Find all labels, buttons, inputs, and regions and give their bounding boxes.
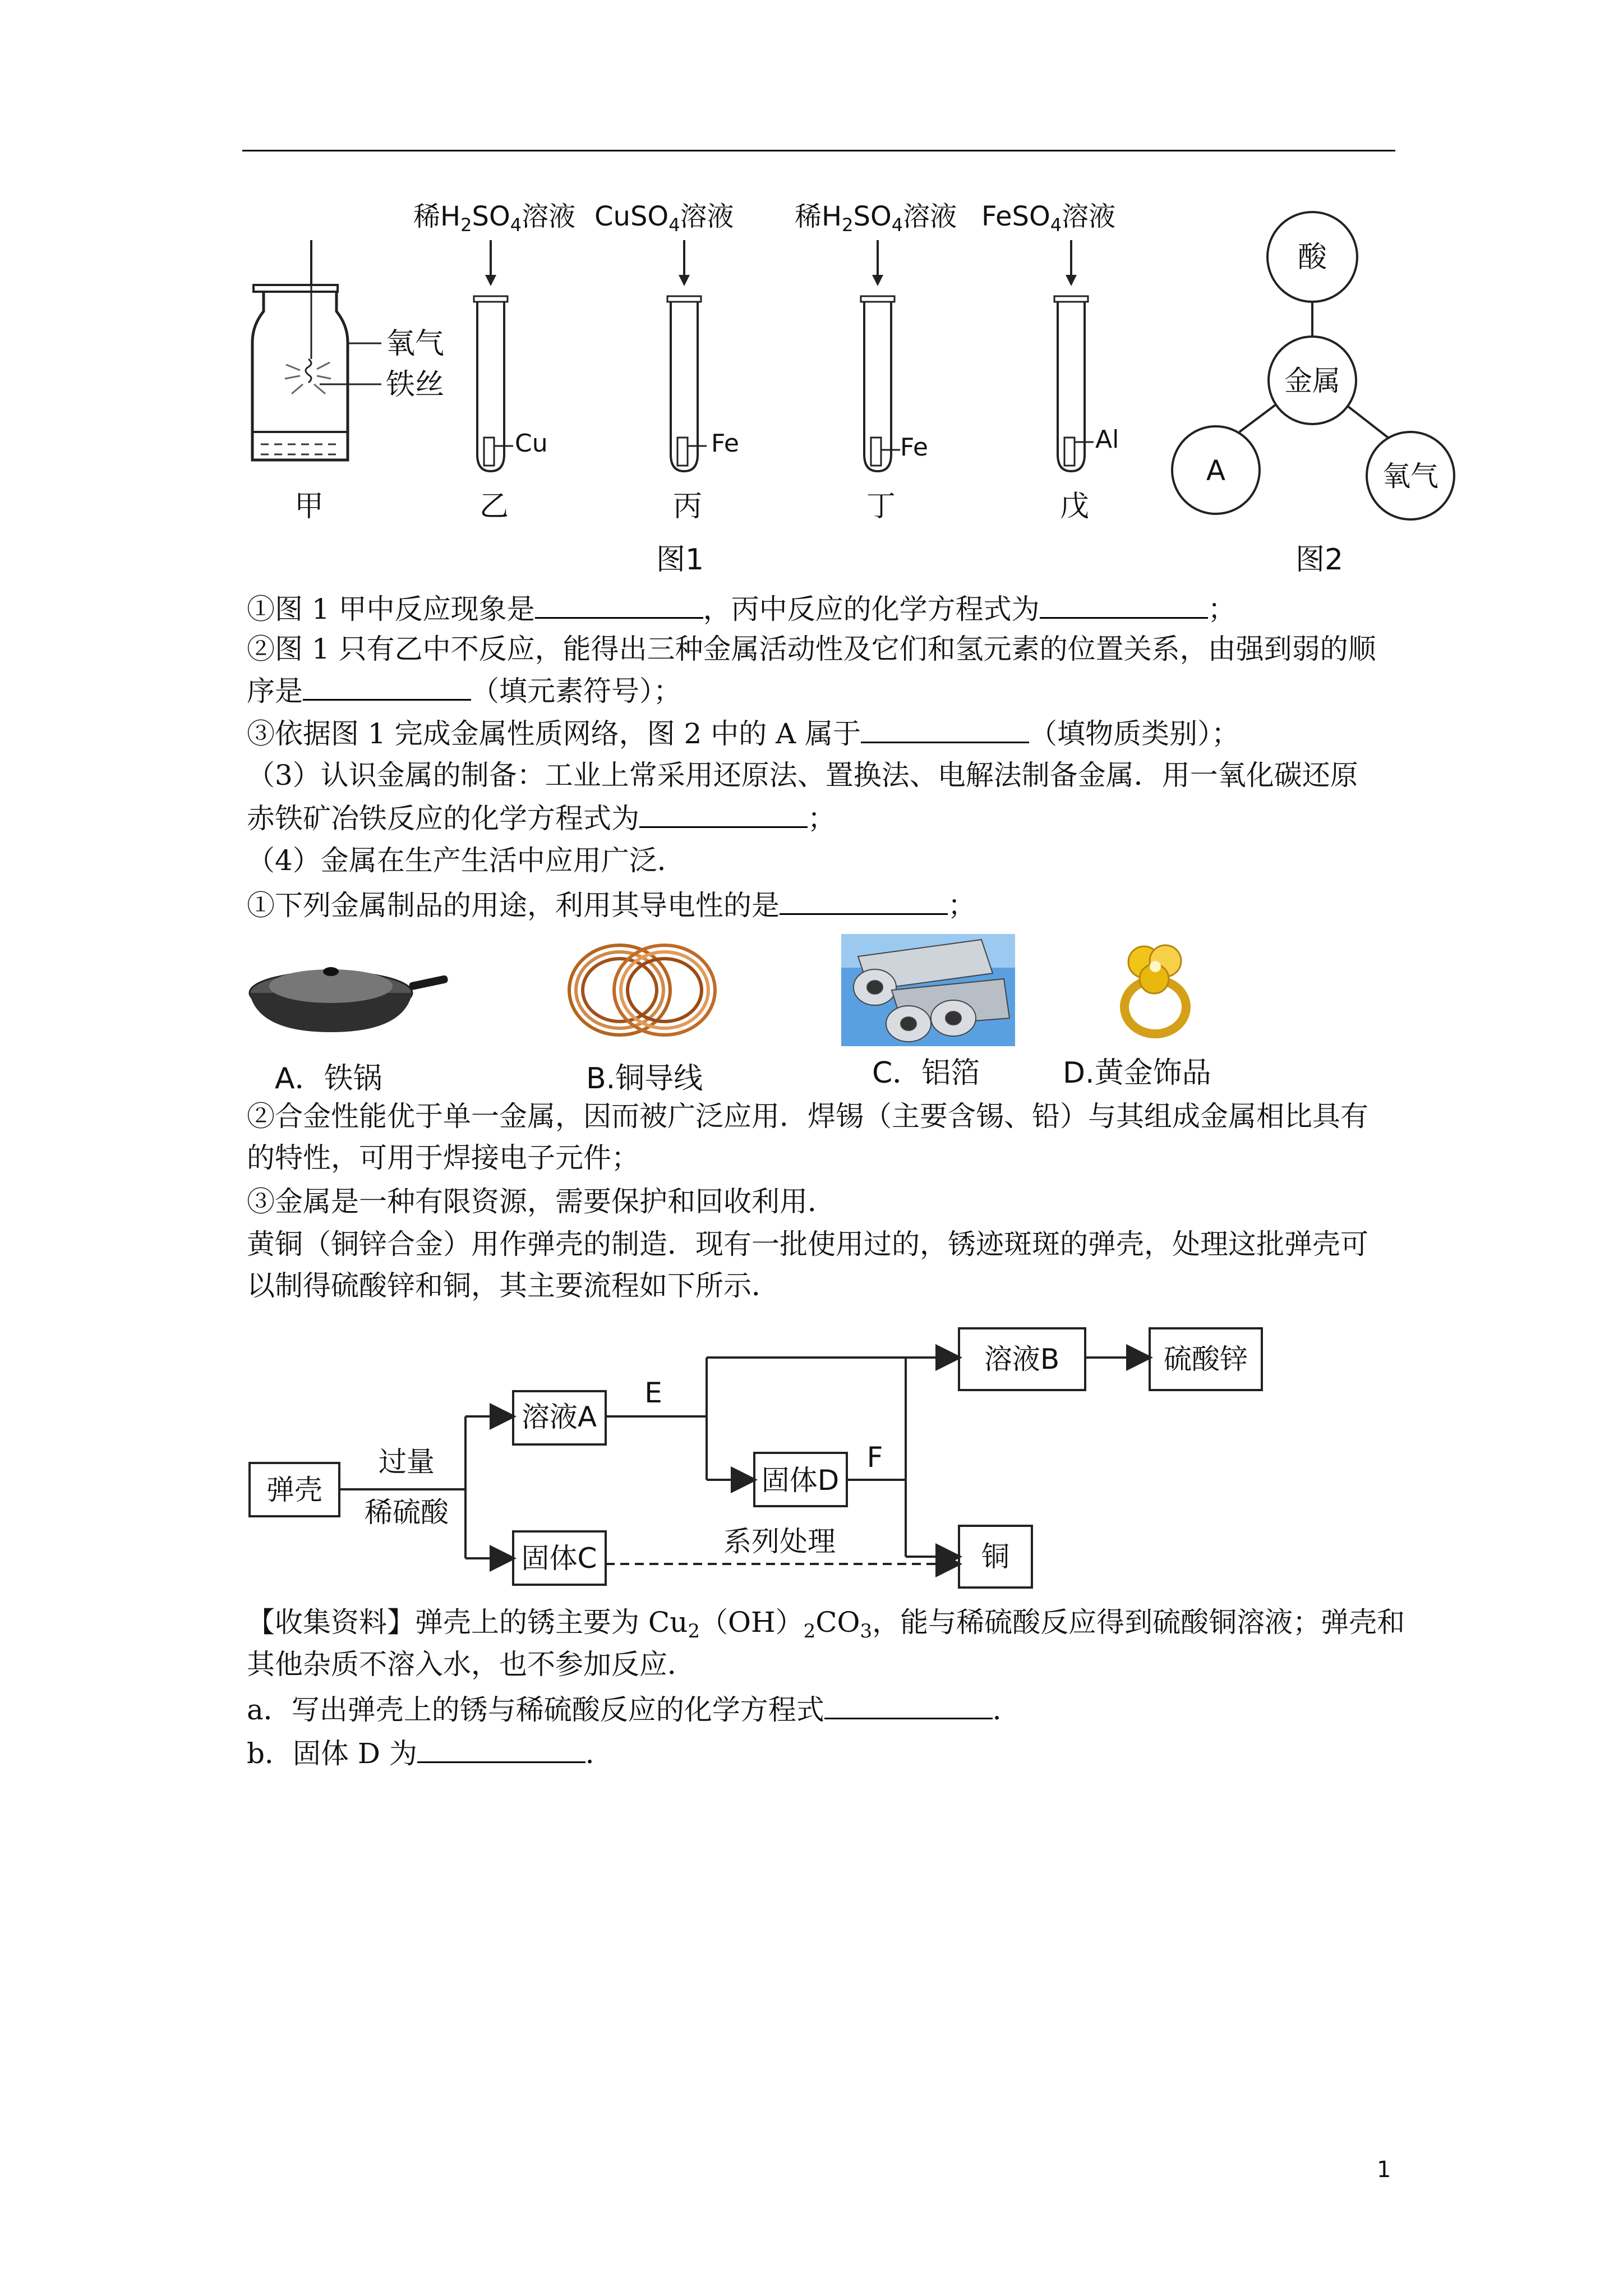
figure-1 — [241, 191, 1150, 583]
svg-text:乙: 乙 — [479, 490, 509, 523]
svg-text:FeSO4溶液: FeSO$_4$溶液 — [981, 201, 1116, 236]
figure-2-caption: 图2 — [1295, 543, 1344, 577]
svg-text:弹壳: 弹壳 — [266, 1474, 322, 1506]
gas-jar — [252, 240, 444, 523]
product-label-d: D.黄金饰品 — [1063, 1056, 1211, 1090]
svg-text:稀硫酸: 稀硫酸 — [365, 1496, 449, 1529]
part-3-line-2: 赤铁矿冶铁反应的化学方程式为 ； — [247, 798, 836, 836]
svg-text:丁: 丁 — [866, 490, 896, 523]
svg-text:固体D: 固体D — [761, 1464, 840, 1497]
question-b: b．固体 D 为 ． — [247, 1733, 614, 1772]
svg-text:铜: 铜 — [981, 1540, 1009, 1573]
svg-text:酸: 酸 — [1297, 241, 1327, 274]
svg-text:金属: 金属 — [1284, 365, 1340, 397]
answer-blank[interactable] — [639, 798, 808, 828]
answer-blank[interactable] — [535, 589, 703, 619]
jar-label: 甲 — [294, 490, 324, 523]
question-a: a．写出弹壳上的锈与稀硫酸反应的化学方程式 ． — [247, 1690, 1021, 1728]
svg-text:系列处理: 系列处理 — [723, 1525, 836, 1558]
svg-text:硫酸锌: 硫酸锌 — [1164, 1343, 1248, 1375]
copper-wire-image — [561, 937, 723, 1043]
svg-text:固体C: 固体C — [521, 1542, 597, 1575]
test-tube-bing — [594, 201, 739, 523]
collect-info-line-1: 【收集资料】弹壳上的锈主要为 $Cu_2(OH)_2CO_3$，能与稀硫酸反应得到硫酸铜溶液；弹壳和 — [247, 1606, 1405, 1642]
svg-text:溶液B: 溶液B — [984, 1343, 1060, 1375]
figure-1-caption: 图1 — [656, 543, 704, 577]
svg-text:稀H2SO4溶液: 稀$H_2SO_4$溶液 — [413, 201, 576, 236]
answer-blank[interactable] — [824, 1690, 993, 1719]
svg-text:F: F — [866, 1441, 883, 1474]
svg-text:E: E — [644, 1377, 662, 1409]
process-flow-diagram — [241, 1324, 1279, 1604]
brass-intro-line-1: 黄铜（铜锌合金）用作弹壳的制造．现有一批使用过的，锈迹斑斑的弹壳，处理这批弹壳可 — [247, 1228, 1368, 1260]
iron-wire-label: 铁丝 — [386, 368, 445, 402]
product-label-b: B.铜导线 — [586, 1062, 703, 1096]
answer-blank[interactable] — [780, 885, 948, 915]
product-label-c: C．铝箔 — [872, 1056, 980, 1090]
page-number: 1 — [1377, 2157, 1391, 2183]
collect-info-line-2: 其他杂质不溶入水，也不参加反应． — [247, 1648, 695, 1681]
part-3-line-1: （3）认识金属的制备：工业上常采用还原法、置换法、电解法制备金属．用一氧化碳还原 — [247, 759, 1358, 792]
answer-blank[interactable] — [303, 671, 471, 701]
svg-text:Al: Al — [1095, 425, 1119, 454]
aluminum-foil-image — [841, 934, 1015, 1046]
gold-ring-image — [1105, 934, 1206, 1041]
svg-text:Cu: Cu — [515, 429, 548, 458]
answer-blank[interactable] — [1040, 589, 1208, 619]
brass-intro-line-2: 以制得硫酸锌和铜，其主要流程如下所示． — [247, 1269, 780, 1302]
test-tube-yi — [413, 201, 575, 523]
iron-wok-image — [247, 942, 449, 1038]
answer-blank[interactable] — [861, 714, 1029, 743]
svg-text:Fe: Fe — [900, 433, 928, 462]
question-4-1: ①下列金属制品的用途，利用其导电性的是 ； — [247, 885, 976, 923]
question-4-2-line-1: ②合金性能优于单一金属，因而被广泛应用．焊锡（主要含锡、铅）与其组成金属相比具有 — [247, 1100, 1368, 1133]
product-label-a: A．铁锅 — [275, 1062, 382, 1096]
part-4-heading: （4）金属在生产生活中应用广泛． — [247, 844, 685, 877]
test-tube-wu — [981, 201, 1119, 523]
question-4-2-line-2: 的特性，可用于焊接电子元件； — [247, 1142, 639, 1174]
question-1: ①图 1 甲中反应现象是 ，丙中反应的化学方程式为 ； — [247, 589, 1236, 627]
question-4-3: ③金属是一种有限资源，需要保护和回收利用． — [247, 1185, 836, 1218]
svg-text:丙: 丙 — [673, 490, 703, 523]
test-tube-ding — [795, 201, 957, 523]
question-2-line-2: 序是 （填元素符号）； — [247, 671, 681, 709]
oxygen-label: 氧气 — [386, 327, 445, 361]
svg-text:氧气: 氧气 — [1382, 460, 1438, 493]
svg-text:A: A — [1206, 454, 1226, 487]
svg-text:稀H2SO4溶液: 稀$H_2SO_4$溶液 — [795, 201, 957, 236]
header-rule — [242, 150, 1395, 151]
svg-text:溶液A: 溶液A — [521, 1401, 597, 1433]
question-2-line-1: ②图 1 只有乙中不反应，能得出三种金属活动性及它们和氢元素的位置关系，由强到弱的顺 — [247, 633, 1376, 665]
svg-text:过量: 过量 — [379, 1446, 435, 1478]
question-3: ③依据图 1 完成金属性质网络，图 2 中的 A 属于 （填物质类别）； — [247, 714, 1239, 752]
answer-blank[interactable] — [417, 1733, 585, 1763]
svg-text:Fe: Fe — [711, 429, 739, 458]
figure-2 — [1166, 208, 1469, 583]
svg-text:戊: 戊 — [1060, 490, 1090, 523]
svg-text:CuSO4溶液: CuSO$_4$溶液 — [594, 201, 734, 236]
